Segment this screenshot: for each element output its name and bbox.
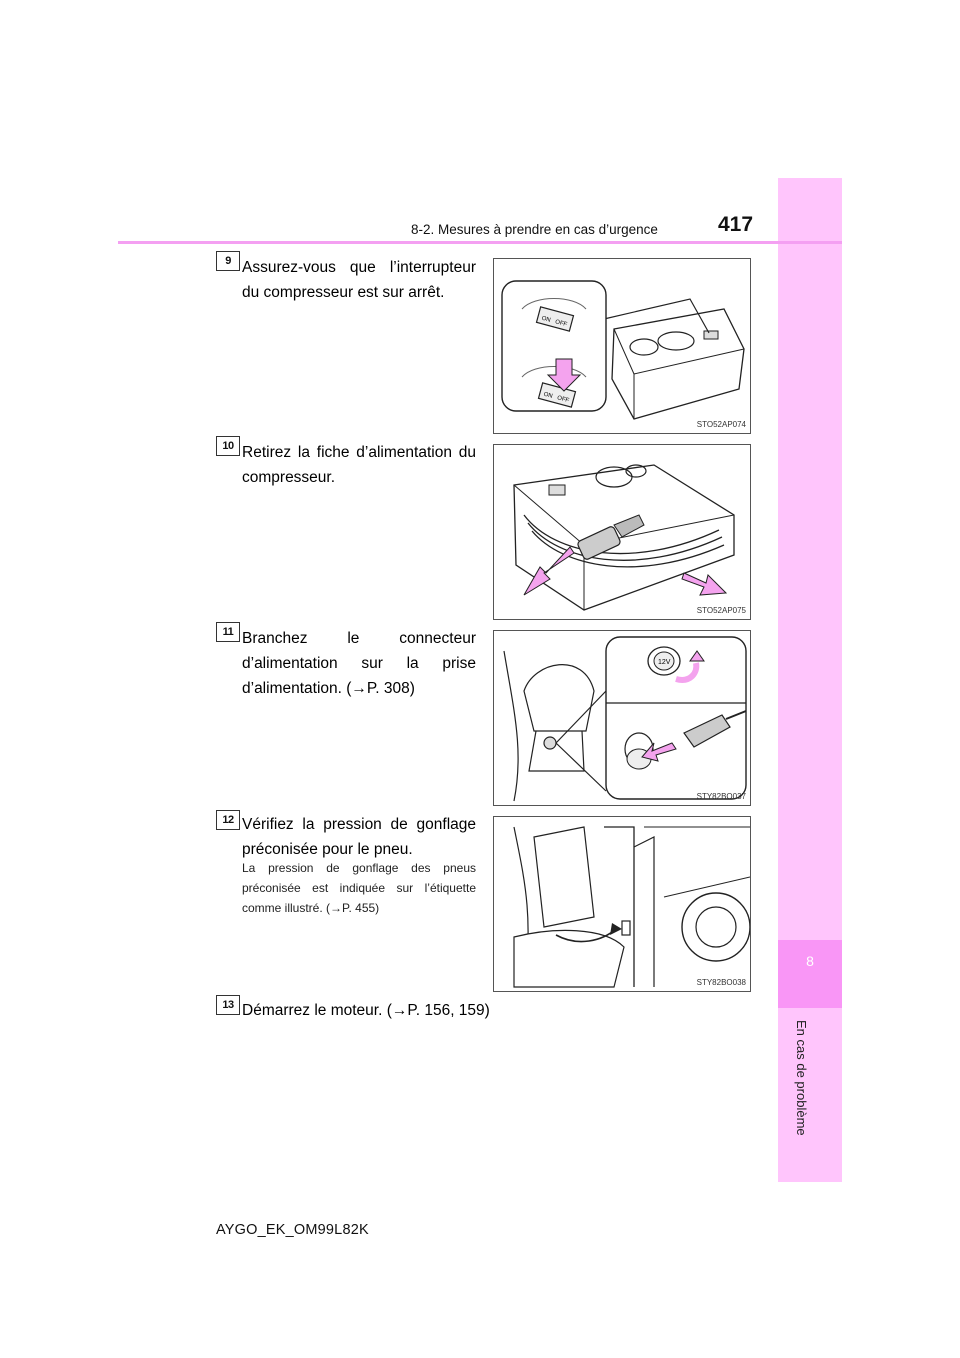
step-number-badge: 9 — [216, 251, 240, 271]
illustration-code: STY82BO038 — [696, 978, 746, 987]
document-code: AYGO_EK_OM99L82K — [216, 1222, 369, 1238]
step-number-badge: 13 — [216, 995, 240, 1015]
illustration-code: STO52AP075 — [696, 606, 746, 615]
illustration-power-plug — [493, 444, 751, 620]
socket-12v-label: 12V — [658, 659, 671, 666]
step-number-badge: 11 — [216, 622, 240, 642]
illustration-power-outlet — [493, 630, 751, 806]
side-tab — [778, 244, 842, 1182]
step-number-badge: 10 — [216, 436, 240, 456]
chapter-tab[interactable] — [778, 940, 842, 1008]
chapter-title: En cas de problème — [794, 1020, 809, 1136]
step-text: Vérifiez la pression de gonflage préconisée pour le pneu. — [242, 816, 476, 858]
switch-off-label: OFF — [556, 395, 570, 405]
step-note: La pression de gonflage des pneus préconisée est indiquée sur l’étiquette comme illustré. (→P. 455) — [242, 861, 476, 915]
step-text: Assurez-vous que l’interrupteur du compresseur est sur arrêt. — [242, 259, 476, 301]
illustration-compressor-switch — [493, 258, 751, 434]
switch-off-label: OFF — [554, 319, 568, 329]
switch-on-label: ON — [542, 391, 554, 400]
chapter-number: 8 — [806, 953, 814, 969]
page-number: 417 — [718, 213, 754, 236]
step-text: Branchez le connecteur d’alimentation sur la prise d’alimentation. (→P. 308) — [242, 630, 476, 697]
section-title: 8-2. Mesures à prendre en cas d’urgence — [411, 222, 658, 237]
illustration-code: STY82BO037 — [696, 792, 746, 801]
header-rule — [118, 241, 842, 244]
illustration-code: STO52AP074 — [696, 420, 746, 429]
illustration-tire-pressure-label — [493, 816, 751, 992]
step-text: Retirez la fiche d’alimentation du compresseur. — [242, 444, 476, 486]
side-tab-top — [778, 178, 842, 243]
step-number-badge: 12 — [216, 810, 240, 830]
step-text: Démarrez le moteur. (→P. 156, 159) — [242, 1002, 490, 1019]
switch-on-label: ON — [540, 315, 552, 324]
